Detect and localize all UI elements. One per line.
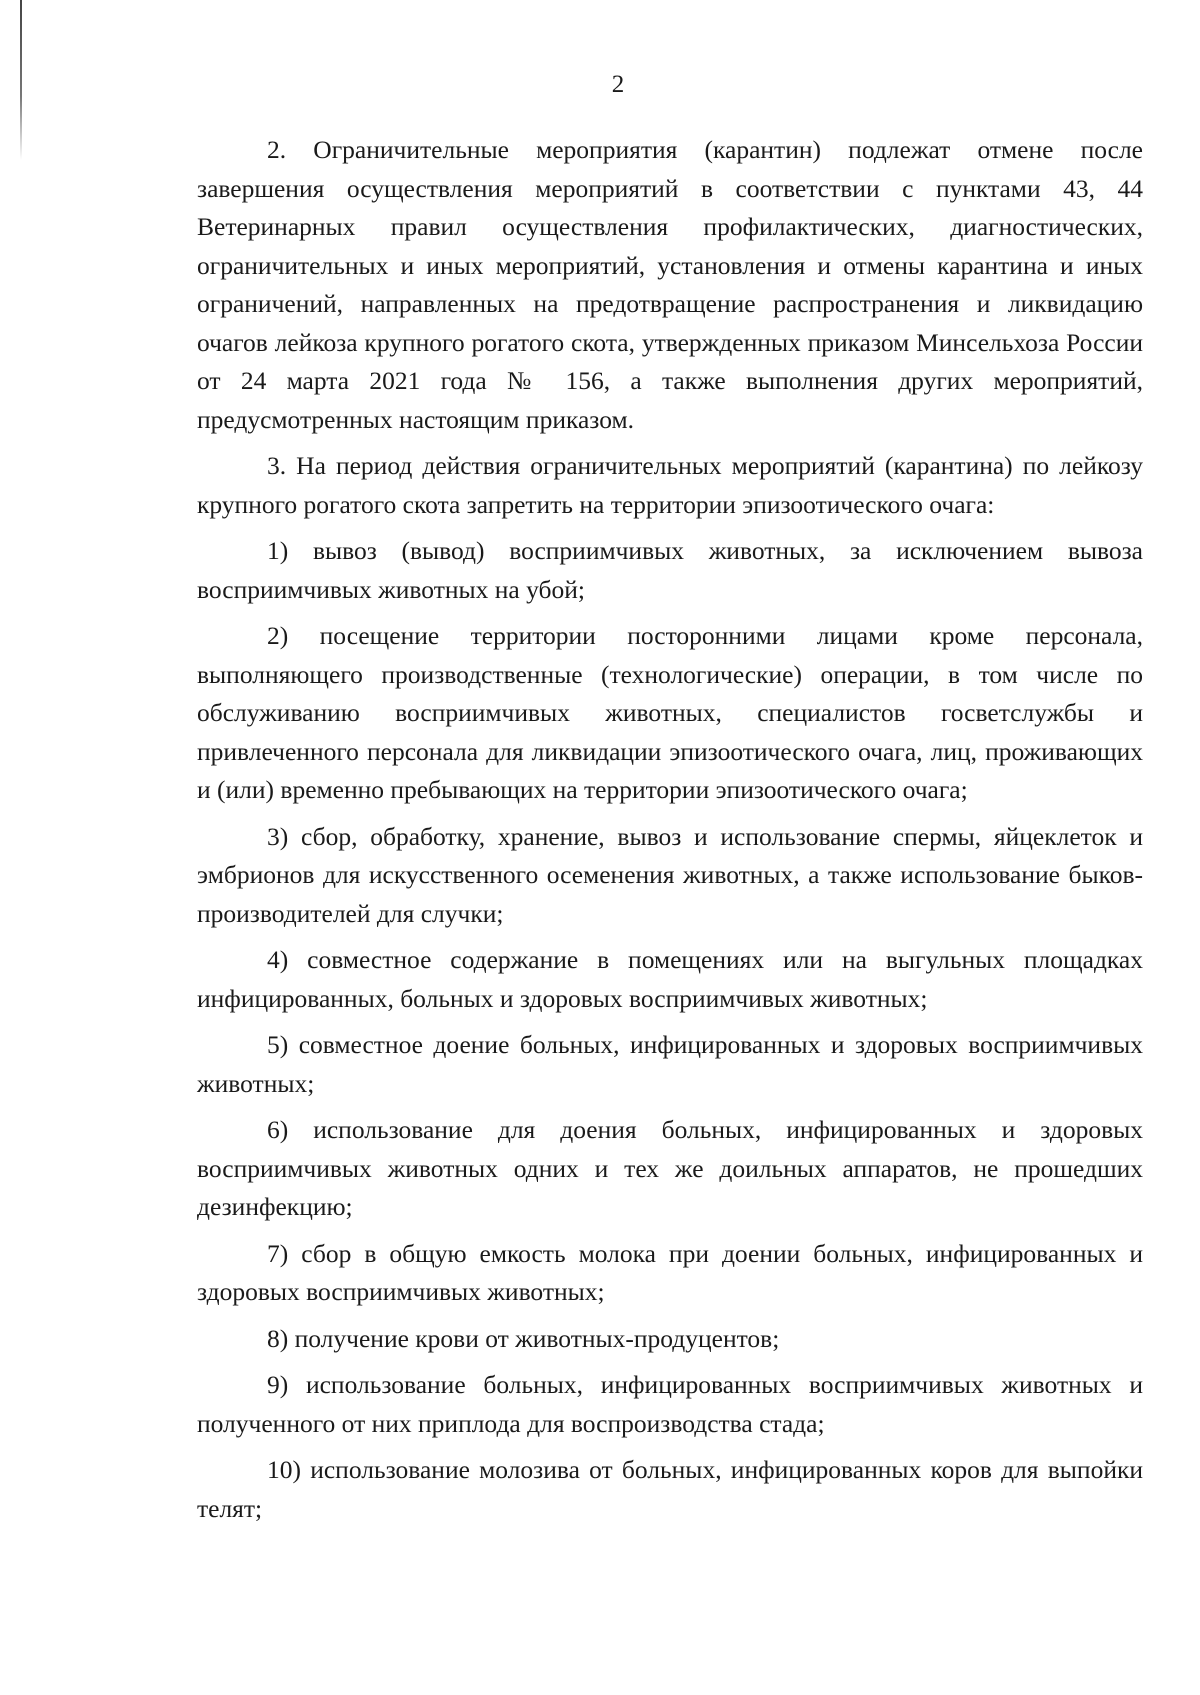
list-item-3: 3) сбор, обработку, хранение, вывоз и использование спермы, яйцеклеток и эмбрионов для искусственного осеменения животных, а также использование быков-производителей для случки; xyxy=(197,821,1143,928)
paragraph-item-3: 3. На период действия ограничительных мероприятий (карантина) по лейкозу крупного рогатого скота запретить на территории эпизоотического очага: xyxy=(197,451,1143,519)
list-item-2: 2) посещение территории посторонними лицами кроме персонала, выполняющего производственные (технологические) операции, в том числе по обслуживанию восприимчивых животных, специалистов госветслужбы и привлеченного персонала для ликвидации эпизоотического очага, лиц, проживающих и (или) временно пребывающих на территории эпизоотического очага; xyxy=(197,621,1143,804)
document-body xyxy=(197,131,1143,1536)
paragraph-item-2: 2. Ограничительные мероприятия (карантин) подлежат отмене после завершения осуществления мероприятий в соответствии с пунктами 43, 44 Ветеринарных правил осуществления профилактических, диагностических, ограничительных и иных мероприятий, установления и отмены карантина и иных ограничений, направленных на предотвращение распространения и ликвидацию очагов лейкоза крупного рогатого скота, утвержденных приказом Минсельхоза России от 24 марта 2021 года № 156, а также выполнения других мероприятий, предусмотренных настоящим приказом. xyxy=(197,135,1143,434)
page-number: 2 xyxy=(611,71,625,98)
list-item-10: 10) использование молозива от больных, инфицированных коров для выпойки телят; xyxy=(197,1455,1143,1523)
list-item-7: 7) сбор в общую емкость молока при доении больных, инфицированных и здоровых восприимчивых животных; xyxy=(197,1238,1143,1306)
list-item-1: 1) вывоз (вывод) восприимчивых животных, за исключением вывоза восприимчивых животных на убой; xyxy=(197,536,1143,604)
list-item-8: 8) получение крови от животных-продуцентов; xyxy=(267,1323,780,1353)
list-item-6: 6) использование для доения больных, инфицированных и здоровых восприимчивых животных одних и тех же доильных аппаратов, не прошедших дезинфекцию; xyxy=(197,1115,1143,1221)
list-item-5: 5) совместное доение больных, инфицированных и здоровых восприимчивых животных; xyxy=(197,1030,1143,1098)
list-item-9: 9) использование больных, инфицированных восприимчивых животных и полученного от них приплода для воспроизводства стада; xyxy=(197,1370,1143,1438)
list-item-4: 4) совместное содержание в помещениях или на выгульных площадках инфицированных, больных и здоровых восприимчивых животных; xyxy=(197,945,1143,1013)
